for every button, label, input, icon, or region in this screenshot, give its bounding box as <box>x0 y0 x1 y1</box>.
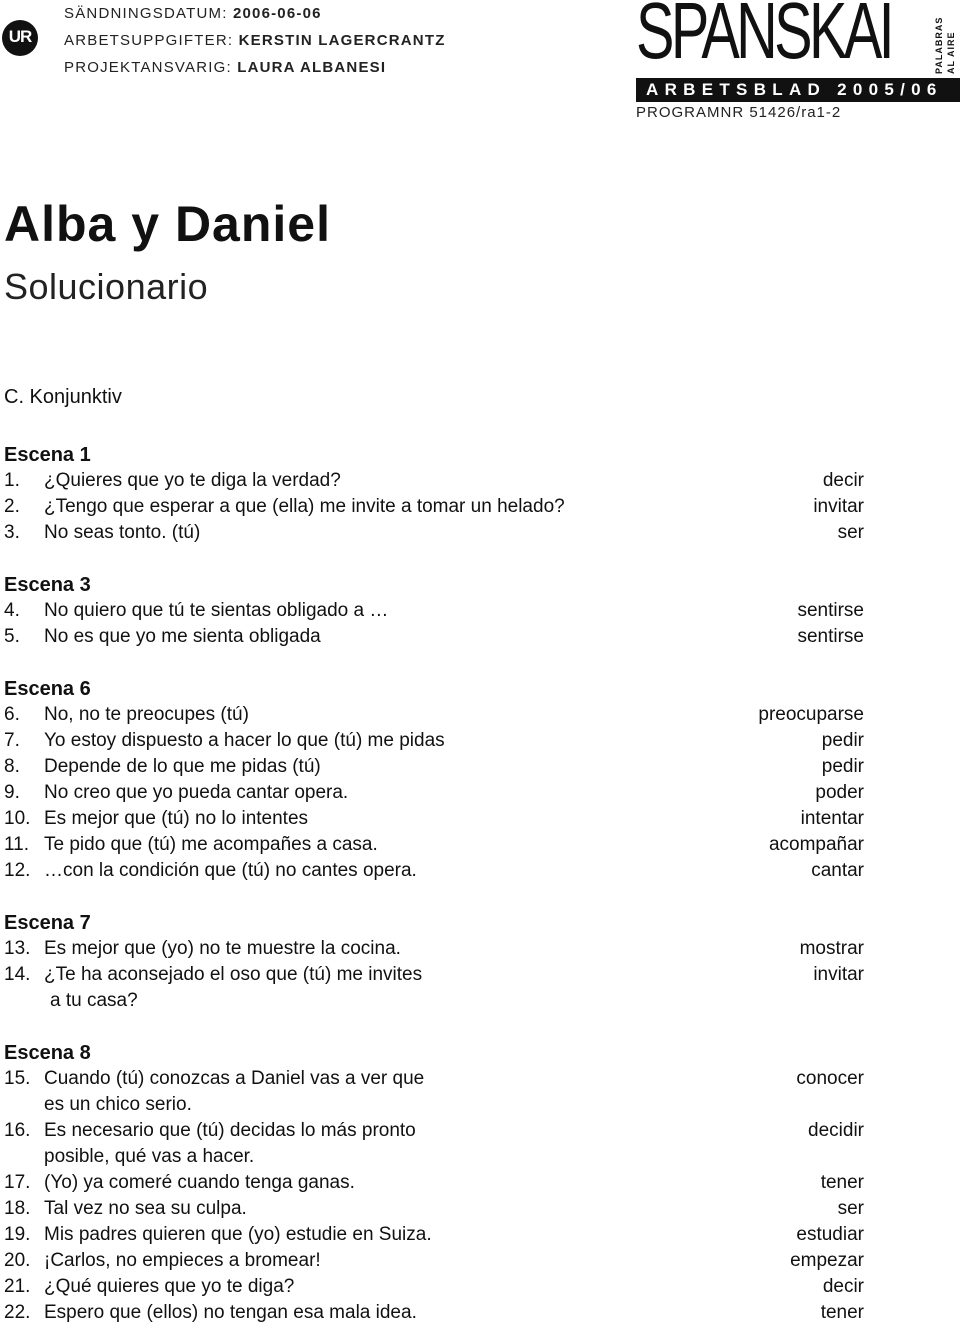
item-text: Mis padres quieren que (yo) estudie en Suiza. <box>44 1224 432 1245</box>
item-text: Tal vez no sea su culpa. <box>44 1198 247 1219</box>
item-answer: mostrar <box>799 938 864 959</box>
item-answer: invitar <box>813 964 864 985</box>
item-text: …con la condición que (tú) no cantes opera. <box>44 860 417 881</box>
item-answer: sentirse <box>797 600 864 621</box>
list-item <box>4 936 864 962</box>
list-item <box>4 1248 864 1274</box>
item-answer: preocuparse <box>758 704 864 725</box>
meta-row-project <box>64 54 446 81</box>
item-answer: sentirse <box>797 626 864 647</box>
item-number: 21. <box>4 1276 31 1297</box>
item-answer: estudiar <box>796 1224 864 1245</box>
item-number: 14. <box>4 964 31 985</box>
item-number: 20. <box>4 1250 31 1271</box>
item-number: 1. <box>4 470 20 491</box>
item-text: Yo estoy dispuesto a hacer lo que (tú) me pidas <box>44 730 445 751</box>
item-number: 10. <box>4 808 31 829</box>
ur-logo <box>2 20 38 56</box>
list-item <box>4 858 864 884</box>
brand-bar: ARBETSBLAD 2005/06 <box>636 78 960 102</box>
item-number: 8. <box>4 756 20 777</box>
brand-side-text <box>934 4 958 74</box>
item-text: ¿Quieres que yo te diga la verdad? <box>44 470 341 491</box>
meta-value: 2006-06-06 <box>232 5 322 22</box>
item-number: 5. <box>4 626 20 647</box>
item-text: Espero que (ellos) no tengan esa mala idea. <box>44 1302 417 1323</box>
list-item <box>4 754 864 780</box>
list-item <box>4 1170 864 1196</box>
brand-side-line-1: PALABRAS <box>934 16 944 74</box>
list-item <box>4 1196 864 1222</box>
item-text: ¿Qué quieres que yo te diga? <box>44 1276 295 1297</box>
list-item <box>4 520 864 546</box>
item-text: ¿Te ha aconsejado el oso que (tú) me invites <box>44 964 423 985</box>
list-item <box>4 780 864 806</box>
list-item <box>4 728 864 754</box>
item-text-continued: es un chico serio. <box>44 1094 192 1115</box>
list-item <box>4 494 864 520</box>
item-text-continued: posible, qué vas a hacer. <box>44 1146 255 1167</box>
item-text: No es que yo me sienta obligada <box>44 626 321 647</box>
page-title: Alba y Daniel <box>4 196 331 252</box>
meta-row-tasks <box>64 27 446 54</box>
item-answer: decir <box>822 470 864 491</box>
program-number: PROGRAMNR 51426/ra1-2 <box>636 104 842 121</box>
list-item <box>4 832 864 858</box>
item-answer: empezar <box>790 1250 864 1271</box>
item-answer: pedir <box>821 730 864 751</box>
item-number: 6. <box>4 704 20 725</box>
item-answer: tener <box>820 1172 864 1193</box>
item-text: No seas tonto. (tú) <box>44 522 201 543</box>
item-text: (Yo) ya comeré cuando tenga ganas. <box>44 1172 355 1193</box>
meta-label: PROJEKTANSVARIG: <box>64 59 232 76</box>
item-number: 19. <box>4 1224 31 1245</box>
item-answer: invitar <box>813 496 864 517</box>
list-item <box>4 1274 864 1300</box>
item-answer: acompañar <box>768 834 864 855</box>
item-number: 4. <box>4 600 20 621</box>
brand-wordmark: SPANSKAI <box>636 0 892 75</box>
item-number: 7. <box>4 730 20 751</box>
item-answer: ser <box>837 522 864 543</box>
item-text: No, no te preocupes (tú) <box>44 704 249 725</box>
item-number: 17. <box>4 1172 31 1193</box>
list-item <box>4 468 864 494</box>
item-answer: decidir <box>808 1120 864 1141</box>
item-number: 3. <box>4 522 20 543</box>
list-item <box>4 1118 864 1170</box>
item-number: 18. <box>4 1198 31 1219</box>
item-answer: ser <box>837 1198 864 1219</box>
item-answer: tener <box>820 1302 864 1323</box>
brand-block <box>636 0 960 104</box>
scene-heading: Escena 8 <box>4 1042 91 1064</box>
item-number: 11. <box>4 834 30 855</box>
item-answer: conocer <box>796 1068 864 1089</box>
list-item <box>4 962 864 1014</box>
page-subtitle: Solucionario <box>4 266 209 307</box>
scene-heading: Escena 1 <box>4 444 91 466</box>
item-text: Es necesario que (tú) decidas lo más pronto <box>44 1120 416 1141</box>
item-text: Te pido que (tú) me acompañes a casa. <box>44 834 378 855</box>
item-answer: decir <box>822 1276 864 1297</box>
brand-side-line-2: AL AIRE <box>946 31 956 74</box>
scene-heading: Escena 3 <box>4 574 91 596</box>
answer-list <box>4 384 864 1326</box>
item-text: Depende de lo que me pidas (tú) <box>44 756 321 777</box>
list-item <box>4 702 864 728</box>
item-text-continued: a tu casa? <box>50 990 138 1011</box>
item-text: No quiero que tú te sientas obligado a … <box>44 600 389 621</box>
list-item <box>4 1066 864 1118</box>
item-number: 2. <box>4 496 20 517</box>
list-item <box>4 598 864 624</box>
meta-row-date <box>64 0 446 27</box>
header-meta <box>64 0 446 81</box>
item-answer: pedir <box>821 756 864 777</box>
meta-value: LAURA ALBANESI <box>237 59 387 76</box>
section-heading: C. Konjunktiv <box>4 386 122 408</box>
meta-value: KERSTIN LAGERCRANTZ <box>238 32 446 49</box>
scene-heading: Escena 6 <box>4 678 91 700</box>
item-number: 9. <box>4 782 20 803</box>
item-text: No creo que yo pueda cantar opera. <box>44 782 349 803</box>
item-number: 12. <box>4 860 31 881</box>
item-text: ¡Carlos, no empieces a bromear! <box>44 1250 321 1271</box>
item-number: 15. <box>4 1068 31 1089</box>
meta-label: SÄNDNINGSDATUM: <box>64 5 228 22</box>
item-text: Es mejor que (tú) no lo intentes <box>44 808 309 829</box>
item-text: Es mejor que (yo) no te muestre la cocina. <box>44 938 401 959</box>
item-number: 22. <box>4 1302 31 1323</box>
ur-logo-text: UR <box>8 27 32 46</box>
list-item <box>4 1300 864 1326</box>
list-item <box>4 1222 864 1248</box>
item-text: ¿Tengo que esperar a que (ella) me invite a tomar un helado? <box>44 496 565 517</box>
item-number: 13. <box>4 938 31 959</box>
item-answer: poder <box>815 782 864 803</box>
scene-heading: Escena 7 <box>4 912 91 934</box>
list-item <box>4 806 864 832</box>
list-item <box>4 624 864 650</box>
item-text: Cuando (tú) conozcas a Daniel vas a ver que <box>44 1068 425 1089</box>
item-answer: intentar <box>800 808 864 829</box>
item-answer: cantar <box>811 860 864 881</box>
item-number: 16. <box>4 1120 31 1141</box>
meta-label: ARBETSUPPGIFTER: <box>64 32 234 49</box>
